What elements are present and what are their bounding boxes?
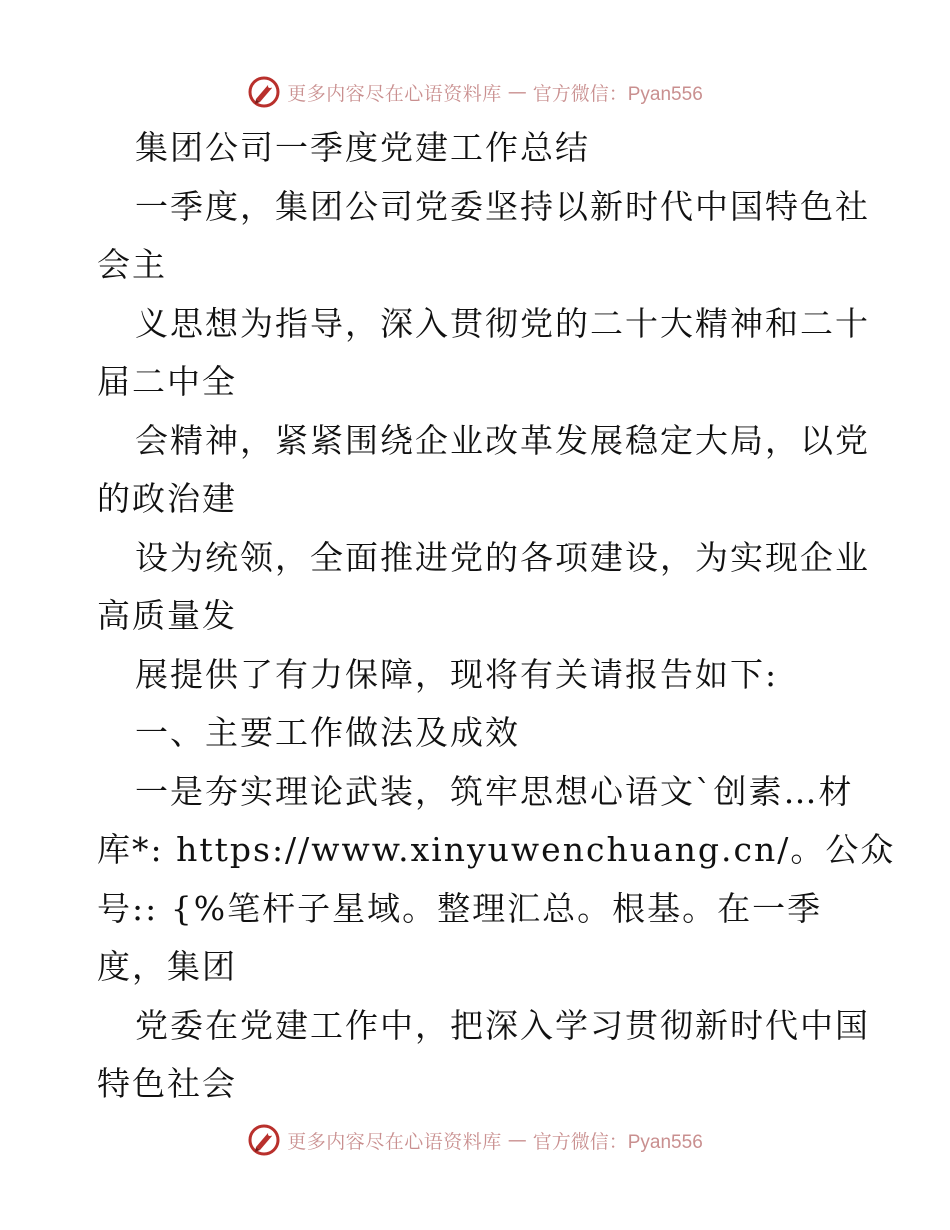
pen-logo-icon: [247, 1123, 281, 1157]
document-line: 高质量发: [97, 596, 237, 635]
document-line: 展提供了有力保障，现将有关请报告如下:: [135, 654, 779, 694]
footer-separator: —: [507, 1129, 527, 1151]
document-line: 集团公司一季度党建工作总结: [135, 128, 590, 167]
header-separator: —: [507, 81, 527, 103]
document-line: 义思想为指导，深入贯彻党的二十大精神和二十: [135, 303, 870, 343]
pen-logo-icon: [247, 75, 281, 109]
document-line: 会主: [97, 245, 167, 284]
document-line: 库*: https://www.xinyuwenchuang.cn/。公众: [97, 830, 896, 869]
document-line: 的政治建: [97, 479, 237, 518]
document-line: 号:: {%笔杆子星域。整理汇总。根基。在一季: [97, 888, 823, 928]
document-line: 届二中全: [97, 362, 237, 401]
document-line: 一是夯实理论武装，筑牢思想心语文`创素…材: [135, 771, 854, 811]
header-wechat-text: 官方微信：Pyan556: [532, 83, 703, 105]
document-line: 会精神，紧紧围绕企业改革发展稳定大局，以党: [135, 420, 870, 460]
document-line: 一季度，集团公司党委坚持以新时代中国特色社: [135, 186, 870, 226]
header-brand-text: 更多内容尽在心语资料库: [287, 82, 502, 105]
document-line: 党委在党建工作中，把深入学习贯彻新时代中国: [135, 1005, 870, 1045]
footer-brand-text: 更多内容尽在心语资料库: [287, 1130, 502, 1153]
document-line: 度，集团: [97, 947, 237, 986]
document-line: 特色社会: [97, 1064, 237, 1103]
document-line: 设为统领，全面推进党的各项建设，为实现企业: [135, 537, 870, 577]
footer-wechat-text: 官方微信：Pyan556: [532, 1131, 703, 1153]
footer-banner: [0, 1120, 950, 1160]
header-banner: [0, 72, 950, 112]
document-body: [97, 119, 896, 1114]
document-line: 一、主要工作做法及成效: [135, 713, 520, 752]
